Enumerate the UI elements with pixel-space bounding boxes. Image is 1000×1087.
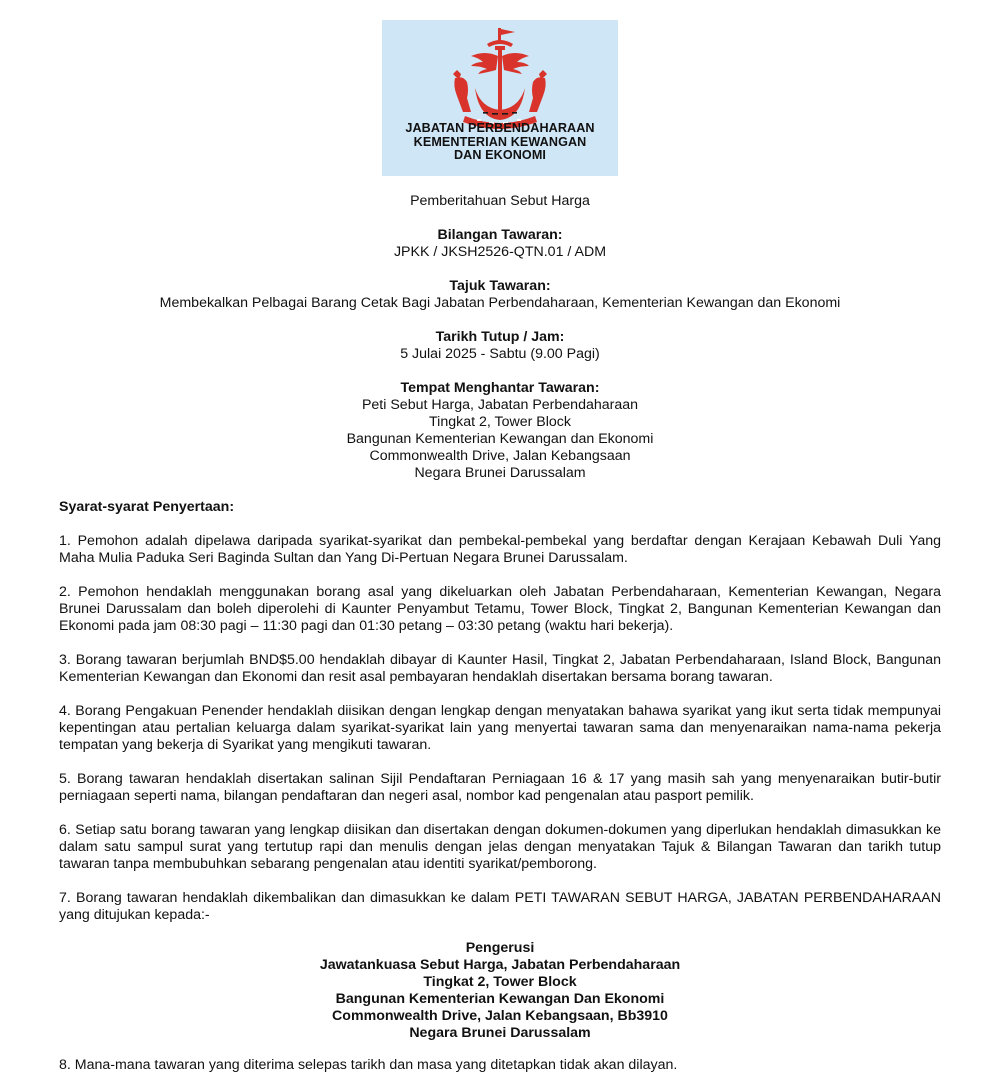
logo-line-1: JABATAN PERBENDAHARAAN [405, 121, 595, 135]
submission-line: Peti Sebut Harga, Jabatan Perbendaharaan [361, 397, 639, 413]
tender-title-label: Tajuk Tawaran: [449, 278, 551, 294]
brunei-crest-icon [445, 26, 555, 132]
notice-title: Pemberitahuan Sebut Harga [410, 193, 590, 209]
submission-place-label: Tempat Menghantar Tawaran: [400, 380, 600, 396]
condition-item: 7. Borang tawaran hendaklah dikembalikan dan dimasukkan ke dalam PETI TAWARAN SEBUT HARGA, JABATAN PERBENDAHARAAN yang ditujukan kepada:- [59, 890, 941, 923]
closing-label: Tarikh Tutup / Jam: [435, 329, 565, 345]
addressee-line: Negara Brunei Darussalam [409, 1025, 591, 1041]
addressee-line: Commonwealth Drive, Jalan Kebangsaan, Bb3910 [332, 1008, 668, 1024]
condition-item: 3. Borang tawaran berjumlah BND$5.00 hendaklah dibayar di Kaunter Hasil, Tingkat 2, Jabatan Perbendaharaan, Island Block, Bangunan Kementerian Kewangan dan Ekonomi dan resit asal pembayaran hendaklah disertakan bersama borang tawaran. [59, 652, 941, 685]
tender-title-value: Membekalkan Pelbagai Barang Cetak Bagi Jabatan Perbendaharaan, Kementerian Kewangan dan Ekonomi [159, 295, 841, 311]
addressee-line: Jawatankuasa Sebut Harga, Jabatan Perbendaharaan [319, 957, 681, 973]
addressee-line: Tingkat 2, Tower Block [423, 974, 577, 990]
addressee-block [0, 940, 1000, 1042]
submission-line: Tingkat 2, Tower Block [429, 414, 571, 430]
submission-place-section [0, 380, 1000, 482]
logo-line-2: KEMENTERIAN KEWANGAN [413, 134, 587, 149]
condition-item: 2. Pemohon hendaklah menggunakan borang asal yang dikeluarkan oleh Jabatan Perbendaharaan, Kementerian Kewangan, Negara Brunei Darussalam dan boleh diperolehi di Kaunter Penyambut Tetamu, Tower Block, Tingkat 2, Bangunan Kementerian Kewangan dan Ekonomi pada jam 08:30 pagi – 11:30 pagi dan 01:30 petang – 03:30 petang (waktu hari bekerja). [59, 584, 941, 634]
conditions-heading: Syarat-syarat Penyertaan: [59, 499, 235, 515]
tender-number-value: JPKK / JKSH2526-QTN.01 / ADM [393, 244, 607, 260]
tender-number-label: Bilangan Tawaran: [437, 227, 563, 243]
tender-number-section [0, 227, 1000, 261]
condition-item: 5. Borang tawaran hendaklah disertakan salinan Sijil Pendaftaran Perniagaan 16 & 17 yang masih sah yang menyenaraikan butir-butir perniagaan seperti nama, bilangan pendaftaran dan negeri asal, nombor kad pengenalan atau pasport pemilik. [59, 771, 941, 804]
addressee-line: Pengerusi [465, 940, 535, 956]
closing-section [0, 329, 1000, 363]
final-condition: 8. Mana-mana tawaran yang diterima selepas tarikh dan masa yang ditetapkan tidak akan dilayan. [59, 1057, 678, 1073]
tender-title-section [0, 278, 1000, 312]
submission-line: Negara Brunei Darussalam [414, 465, 586, 481]
submission-line: Bangunan Kementerian Kewangan dan Ekonomi [346, 431, 654, 447]
condition-item: 1. Pemohon adalah dipelawa daripada syarikat-syarikat dan pembekal-pembekal yang berdaftar dengan Kerajaan Kebawah Duli Yang Maha Mulia Paduka Seri Baginda Sultan dan Yang Di-Pertuan Negara Brunei Darussalam. [59, 533, 941, 566]
submission-line: Commonwealth Drive, Jalan Kebangsaan [369, 448, 631, 464]
agency-logo [382, 20, 618, 176]
addressee-line: Bangunan Kementerian Kewangan Dan Ekonomi [335, 991, 665, 1007]
closing-value: 5 Julai 2025 - Sabtu (9.00 Pagi) [400, 346, 600, 362]
logo-wordmark [382, 122, 618, 163]
condition-item: 4. Borang Pengakuan Penender hendaklah diisikan dengan lengkap dengan menyatakan bahawa syarikat yang ikut serta tidak mempunyai kepentingan atau pertalian keluarga dalam syarikat-syarikat lain yang menyertai tawaran sama dan menyenaraikan nama-nama pekerja tempatan yang bekerja di Syarikat yang mengikuti tawaran. [59, 703, 941, 753]
logo-line-3: DAN EKONOMI [453, 148, 547, 162]
condition-item: 6. Setiap satu borang tawaran yang lengkap diisikan dan disertakan dengan dokumen-dokumen yang diperlukan hendaklah dimasukkan ke dalam satu sampul surat yang tertutup rapi dan menulis dengan jelas dengan menyatakan Tajuk & Bilangan Tawaran dan tarikh tutup tawaran tanpa membubuhkan sebarang pengenalan atau identiti syarikat/pemborong. [59, 822, 941, 872]
